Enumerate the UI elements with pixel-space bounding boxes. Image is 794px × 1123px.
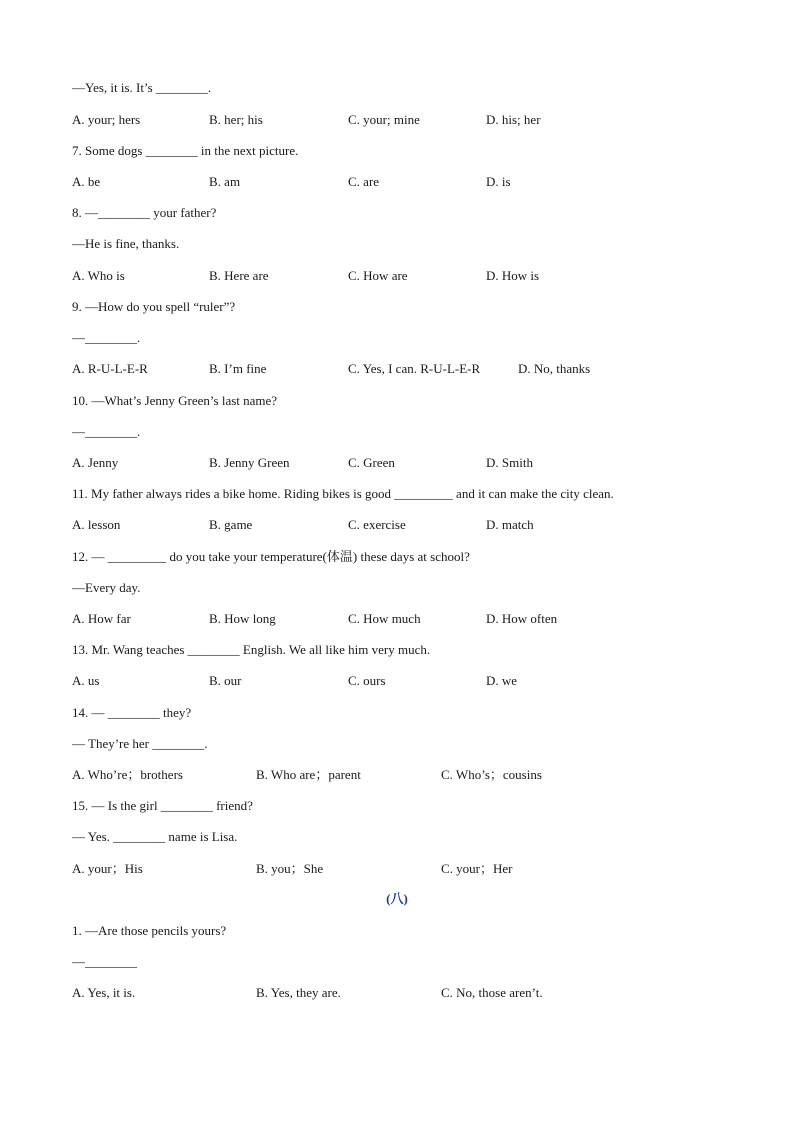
option-b: B. Here are (209, 268, 269, 283)
answer-line: —Every day. (72, 580, 141, 595)
question-14: 14. — ________ they? (72, 705, 192, 720)
question-8: 8. —________ your father? (72, 205, 217, 220)
option-c: C. ours (348, 673, 386, 688)
answer-line: —________ (72, 954, 137, 969)
option-a: A. us (72, 673, 100, 688)
option-d: D. we (486, 673, 518, 688)
options-row-q12 (72, 611, 732, 627)
option-d: D. No, thanks (518, 361, 591, 376)
section-title: (八) (386, 891, 408, 906)
option-a: A. Who’re；brothers (72, 767, 183, 782)
option-c: C. No, those aren’t. (441, 985, 543, 1000)
options-row-q14 (72, 767, 732, 783)
option-d: D. How often (486, 611, 558, 626)
question-1: 1. —Are those pencils yours? (72, 923, 227, 938)
option-c: C. are (348, 174, 380, 189)
options-row-q6 (72, 112, 732, 128)
options-row-s8-q1 (72, 985, 732, 1001)
option-a: A. How far (72, 611, 131, 626)
question-7: 7. Some dogs ________ in the next picture. (72, 143, 299, 158)
answer-line: —________. (72, 424, 141, 439)
option-a: A. Jenny (72, 455, 119, 470)
option-d: D. his; her (486, 112, 541, 127)
options-row-q10 (72, 455, 732, 471)
option-b: B. game (209, 517, 253, 532)
answer-line: — They’re her ________. (72, 736, 208, 751)
option-a: A. lesson (72, 517, 121, 532)
option-c: C. your; mine (348, 112, 420, 127)
option-b: B. you；She (256, 861, 324, 876)
option-d: D. How is (486, 268, 540, 283)
question-13: 13. Mr. Wang teaches ________ English. We all like him very much. (72, 642, 431, 657)
option-d: D. match (486, 517, 534, 532)
option-c: C. Green (348, 455, 395, 470)
option-c: C. How much (348, 611, 421, 626)
answer-line: —________. (72, 330, 141, 345)
options-row-q11 (72, 517, 732, 533)
options-row-q9 (72, 361, 732, 377)
option-b: B. Jenny Green (209, 455, 290, 470)
option-b: B. our (209, 673, 242, 688)
option-c: C. Yes, I can. R-U-L-E-R (348, 361, 481, 376)
question-11: 11. My father always rides a bike home. Riding bikes is good _________ and it can make the city clean. (72, 486, 614, 501)
option-b: B. am (209, 174, 241, 189)
question-15: 15. — Is the girl ________ friend? (72, 798, 253, 813)
options-row-q13 (72, 673, 732, 689)
option-a: A. be (72, 174, 101, 189)
option-d: D. is (486, 174, 511, 189)
question-9: 9. —How do you spell “ruler”? (72, 299, 236, 314)
answer-line: — Yes. ________ name is Lisa. (72, 829, 238, 844)
option-c: C. your；Her (441, 861, 513, 876)
option-b: B. How long (209, 611, 276, 626)
question-10: 10. —What’s Jenny Green’s last name? (72, 393, 278, 408)
question-12: 12. — _________ do you take your temperature(体温) these days at school? (72, 549, 470, 564)
option-a: A. your; hers (72, 112, 141, 127)
option-a: A. Who is (72, 268, 125, 283)
answer-line: —Yes, it is. It’s ________. (72, 80, 212, 95)
option-b: B. Yes, they are. (256, 985, 341, 1000)
option-c: C. How are (348, 268, 408, 283)
option-b: B. her; his (209, 112, 263, 127)
answer-line: —He is fine, thanks. (72, 236, 180, 251)
option-b: B. Who are；parent (256, 767, 361, 782)
options-row-q15 (72, 861, 732, 877)
options-row-q7 (72, 174, 732, 190)
options-row-q8 (72, 268, 732, 284)
option-c: C. exercise (348, 517, 406, 532)
option-c: C. Who’s；cousins (441, 767, 542, 782)
option-b: B. I’m fine (209, 361, 267, 376)
option-d: D. Smith (486, 455, 533, 470)
option-a: A. your；His (72, 861, 143, 876)
option-a: A. Yes, it is. (72, 985, 136, 1000)
option-a: A. R-U-L-E-R (72, 361, 148, 376)
